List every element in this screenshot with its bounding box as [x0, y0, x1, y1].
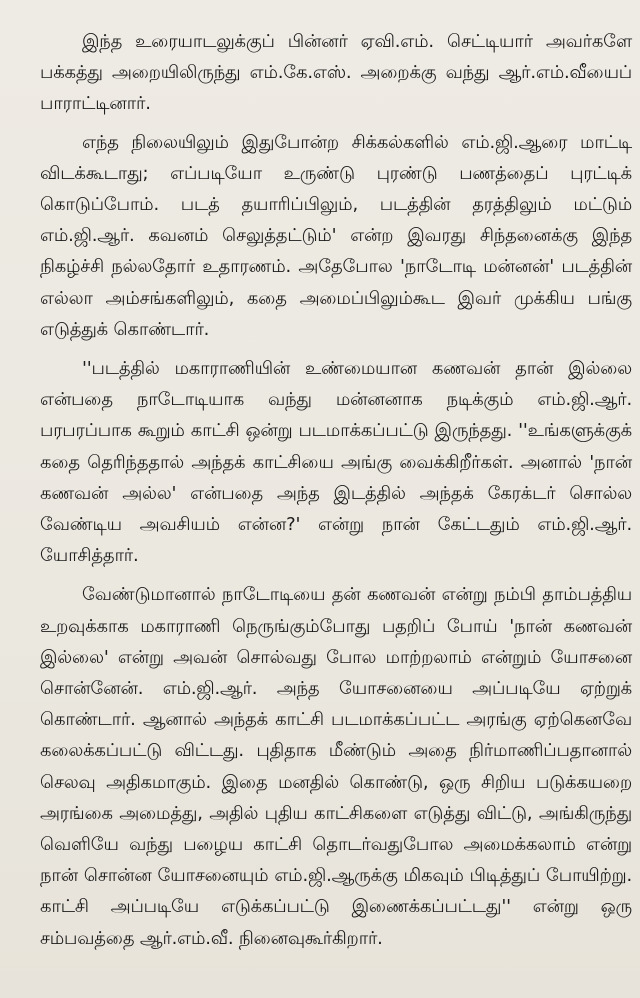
- page-text-block: [0, 26, 640, 954]
- paragraph-2: எந்த நிலையிலும் இதுபோன்ற சிக்கல்களில் எம்.ஜி.ஆரை மாட்டி விடக்கூடாது; எப்படியோ உருண்டு புரண்டு பணத்தைப் புரட்டிக் கொடுப்போம். படத் தயாரிப்பிலும், படத்தின் தரத்திலும் மட்டும் எம்.ஜி.ஆர். கவனம் செலுத்தட்டும்' என்ற இவரது சிந்தனைக்கு இந்த நிகழ்ச்சி நல்லதோர் உதாரணம். அதேபோல 'நாடோடி மன்னன்' படத்தின் எல்லா அம்சங்களிலும், கதை அமைப்பிலும்கூட இவர் முக்கிய பங்கு எடுத்துக் கொண்டார்.: [40, 131, 632, 340]
- paragraph-3: ''படத்தில் மகாராணியின் உண்மையான கணவன் தான் இல்லை என்பதை நாடோடியாக வந்து மன்னனாக நடிக்கும் எம்.ஜி.ஆர். பரபரப்பாக கூறும் காட்சி ஒன்று படமாக்கப்பட்டு இருந்தது. ''உங்களுக்குக் கதை தெரிந்ததால் அந்தக் காட்சியை அங்கு வைக்கிறீர்கள். அனால் 'நான் கணவன் அல்ல' என்பதை அந்த இடத்தில் அந்தக் கேரக்டர் சொல்ல வேண்டிய அவசியம் என்ன?' என்று நான் கேட்டதும் எம்.ஜி.ஆர். யோசித்தார்.: [40, 358, 632, 567]
- paragraph-4: வேண்டுமானால் நாடோடியை தன் கணவன் என்று நம்பி தாம்பத்திய உறவுக்காக மகாராணி நெருங்கும்போது பதறிப் போய் 'நான் கணவன் இல்லை' என்று அவன் சொல்வது போல மாற்றலாம் என்றும் யோசனை சொன்னேன். எம்.ஜி.ஆர். அந்த யோசனையை அப்படியே ஏற்றுக் கொண்டார். ஆனால் அந்தக் காட்சி படமாக்கப்பட்ட அரங்கு ஏற்கெனவே கலைக்கப்பட்டு விட்டது. புதிதாக மீண்டும் அதை நிர்மாணிப்பதானால் செலவு அதிகமாகும். இதை மனதில் கொண்டு, ஒரு சிறிய படுக்கயறை அரங்கை அமைத்து, அதில் புதிய காட்சிகளை எடுத்து விட்டு, அங்கிருந்து வெளியே வந்து பழைய காட்சி தொடர்வதுபோல அமைக்கலாம் என்று நான் சொன்ன யோசனையும் எம்.ஜி.ஆருக்கு மிகவும் பிடித்துப் போயிற்று. காட்சி அப்படியே எடுக்கப்பட்டு இணைக்கப்பட்டது'' என்று ஒரு சம்பவத்தை ஆர்.எம்.வீ. நினைவுகூர்கிறார்.: [40, 584, 632, 949]
- paragraph-1: இந்த உரையாடலுக்குப் பின்னர் ஏவி.எம். செட்டியார் அவர்களே பக்கத்து அறையிலிருந்து எம்.கே.எஸ். அறைக்கு வந்து ஆர்.எம்.வீயைப் பாராட்டினார்.: [40, 31, 632, 115]
